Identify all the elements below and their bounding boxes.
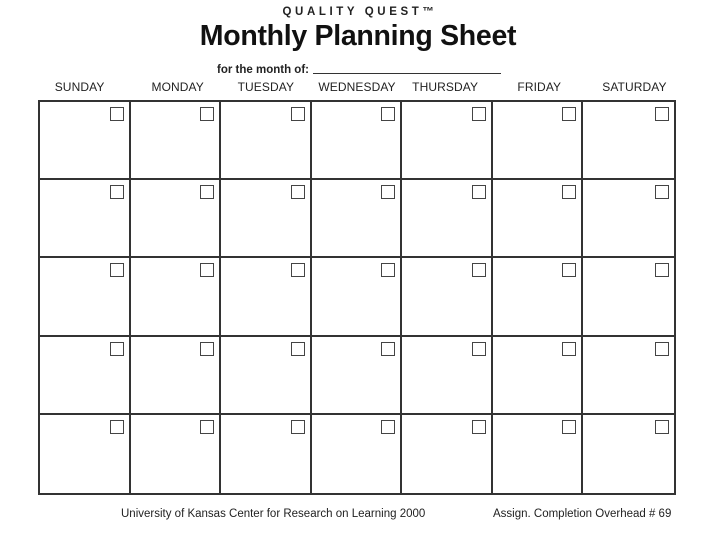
page-title: Monthly Planning Sheet (199, 20, 517, 52)
day-checkbox[interactable] (655, 185, 669, 199)
day-cell[interactable] (493, 180, 584, 258)
month-field[interactable] (313, 61, 501, 74)
day-checkbox[interactable] (200, 107, 214, 121)
day-cell[interactable] (40, 180, 131, 258)
day-checkbox[interactable] (110, 185, 124, 199)
day-cell[interactable] (312, 180, 403, 258)
brand-name: QUALITY QUEST™ (282, 6, 438, 18)
day-checkbox[interactable] (655, 342, 669, 356)
day-checkbox[interactable] (110, 263, 124, 277)
day-header-sunday: SUNDAY (54, 80, 105, 94)
day-header-monday: MONDAY (151, 80, 204, 94)
day-header-wednesday: WEDNESDAY (318, 80, 396, 94)
day-checkbox[interactable] (655, 107, 669, 121)
day-cell[interactable] (493, 415, 584, 493)
day-cell[interactable] (493, 258, 584, 336)
day-checkbox[interactable] (200, 185, 214, 199)
day-checkbox[interactable] (472, 185, 486, 199)
day-cell[interactable] (40, 337, 131, 415)
day-checkbox[interactable] (562, 342, 576, 356)
month-label: for the month of: (217, 64, 309, 76)
day-cell[interactable] (583, 415, 674, 493)
day-checkbox[interactable] (472, 107, 486, 121)
day-cell[interactable] (40, 415, 131, 493)
day-checkbox[interactable] (110, 342, 124, 356)
day-checkbox[interactable] (291, 185, 305, 199)
day-cell[interactable] (312, 102, 403, 180)
day-cell[interactable] (583, 102, 674, 180)
day-checkbox[interactable] (381, 420, 395, 434)
day-checkbox[interactable] (381, 263, 395, 277)
day-cell[interactable] (402, 258, 493, 336)
day-checkbox[interactable] (200, 342, 214, 356)
day-cell[interactable] (312, 337, 403, 415)
day-checkbox[interactable] (472, 263, 486, 277)
day-checkbox[interactable] (472, 342, 486, 356)
day-checkbox[interactable] (110, 420, 124, 434)
day-header-saturday: SATURDAY (602, 80, 667, 94)
day-cell[interactable] (583, 180, 674, 258)
day-cell[interactable] (402, 180, 493, 258)
day-cell[interactable] (221, 180, 312, 258)
day-cell[interactable] (221, 337, 312, 415)
day-cell[interactable] (131, 180, 222, 258)
day-cell[interactable] (402, 415, 493, 493)
day-header-thursday: THURSDAY (412, 80, 479, 94)
day-cell[interactable] (221, 258, 312, 336)
day-checkbox[interactable] (655, 263, 669, 277)
day-header-friday: FRIDAY (517, 80, 562, 94)
day-checkbox[interactable] (291, 107, 305, 121)
day-cell[interactable] (402, 102, 493, 180)
day-checkbox[interactable] (291, 420, 305, 434)
day-checkbox[interactable] (291, 263, 305, 277)
footer-source: University of Kansas Center for Research on Learning 2000 (121, 508, 426, 520)
day-checkbox[interactable] (472, 420, 486, 434)
day-checkbox[interactable] (562, 263, 576, 277)
day-checkbox[interactable] (562, 185, 576, 199)
day-header-row (38, 80, 676, 96)
day-cell[interactable] (221, 415, 312, 493)
day-cell[interactable] (312, 258, 403, 336)
day-checkbox[interactable] (200, 263, 214, 277)
day-checkbox[interactable] (110, 107, 124, 121)
day-cell[interactable] (40, 258, 131, 336)
day-checkbox[interactable] (562, 107, 576, 121)
day-cell[interactable] (131, 102, 222, 180)
day-checkbox[interactable] (291, 342, 305, 356)
footer-page-number: Assign. Completion Overhead # 69 (493, 508, 672, 520)
day-cell[interactable] (40, 102, 131, 180)
day-cell[interactable] (583, 258, 674, 336)
day-cell[interactable] (493, 102, 584, 180)
calendar-grid (38, 100, 676, 495)
day-checkbox[interactable] (381, 107, 395, 121)
day-checkbox[interactable] (381, 185, 395, 199)
day-header-tuesday: TUESDAY (237, 80, 295, 94)
day-checkbox[interactable] (562, 420, 576, 434)
day-cell[interactable] (131, 258, 222, 336)
day-checkbox[interactable] (655, 420, 669, 434)
month-line (217, 60, 501, 76)
day-cell[interactable] (402, 337, 493, 415)
day-checkbox[interactable] (381, 342, 395, 356)
day-cell[interactable] (221, 102, 312, 180)
day-cell[interactable] (583, 337, 674, 415)
day-checkbox[interactable] (200, 420, 214, 434)
day-cell[interactable] (131, 337, 222, 415)
day-cell[interactable] (312, 415, 403, 493)
day-cell[interactable] (131, 415, 222, 493)
day-cell[interactable] (493, 337, 584, 415)
